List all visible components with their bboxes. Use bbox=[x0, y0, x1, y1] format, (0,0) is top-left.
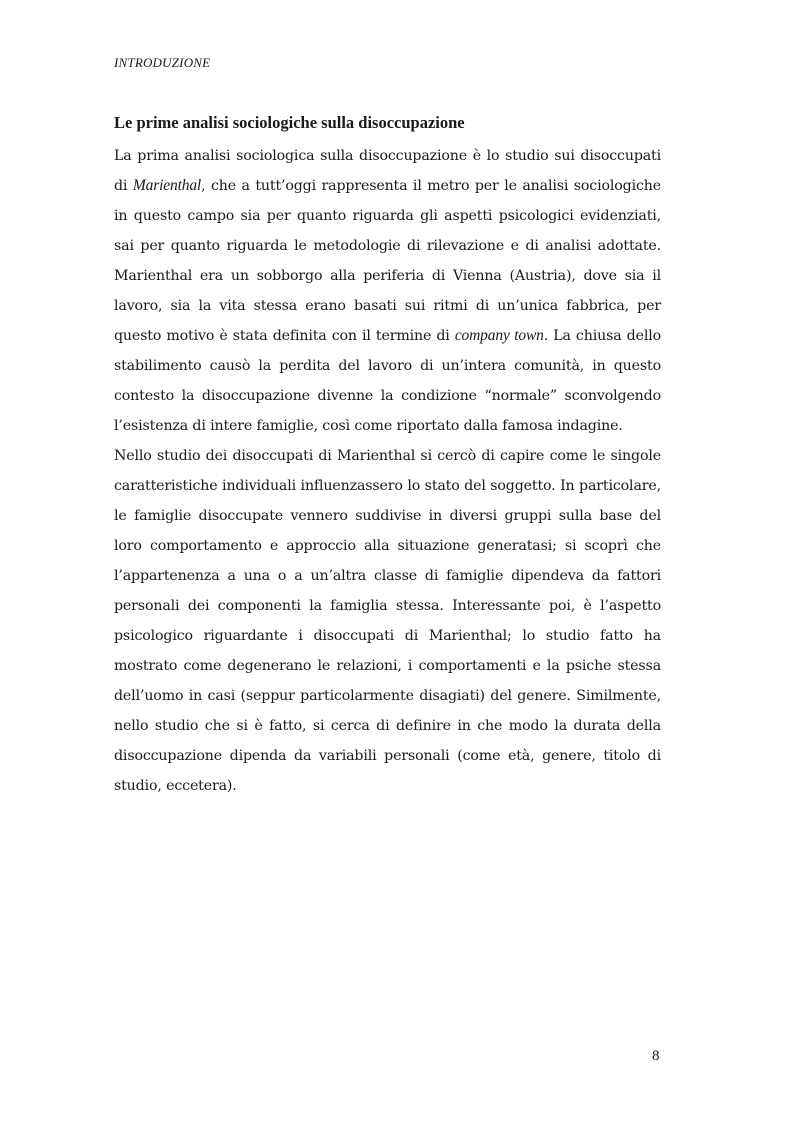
body-text bbox=[114, 141, 661, 801]
paragraph-1-part-c: . La chiusa dello stabilimento causò la perdita del lavoro di un’intera comunità, in questo contesto la disoccupazione divenne la condizione “normale” sconvolgendo l’esistenza di intere famiglie, così come riportato dalla famosa indagine. bbox=[114, 328, 661, 434]
page-number: 8 bbox=[652, 1048, 660, 1064]
paragraph-1-part-a: La prima analisi sociologica sulla disoccupazione è lo studio sui disoccupati di bbox=[114, 148, 661, 194]
paragraph-1-emphasis-marienthal: Marienthal bbox=[132, 177, 202, 194]
section-title: Le prime analisi sociologiche sulla disoccupazione bbox=[114, 113, 465, 132]
paragraph-2: Nello studio dei disoccupati di Marienthal si cercò di capire come le singole caratteristiche individuali influenzassero lo stato del soggetto. In particolare, le famiglie disoccupate vennero suddivise in diversi gruppi sulla base del loro comportamento e approccio alla situazione generatasi; si scoprì che l’appartenenza a una o a un’altra classe di famiglie dipendeva da fattori personali dei componenti la famiglia stessa. Interessante poi, è l’aspetto psicologico riguardante i disoccupati di Marienthal; lo studio fatto ha mostrato come degenerano le relazioni, i comportamenti e la psiche stessa dell’uomo in casi (seppur particolarmente disagiati) del genere. Similmente, nello studio che si è fatto, si cerca di definire in che modo la durata della disoccupazione dipenda da variabili personali (come età, genere, titolo di studio, eccetera). bbox=[114, 448, 661, 794]
paragraph-1 bbox=[114, 141, 661, 441]
paragraph-1-part-b: , che a tutt’oggi rappresenta il metro per le analisi sociologiche in questo campo sia per quanto riguarda gli aspetti psicologici evidenziati, sai per quanto riguarda le metodologie di rilevazione e di analisi adottate. Marienthal era un sobborgo alla periferia di Vienna (Austria), dove sia il lavoro, sia la vita stessa erano basati sui ritmi di un’unica fabbrica, per questo motivo è stata definita con il termine di bbox=[114, 178, 661, 344]
paragraph-1-emphasis-company-town: company town bbox=[454, 327, 544, 344]
running-header: INTRODUZIONE bbox=[114, 55, 211, 70]
